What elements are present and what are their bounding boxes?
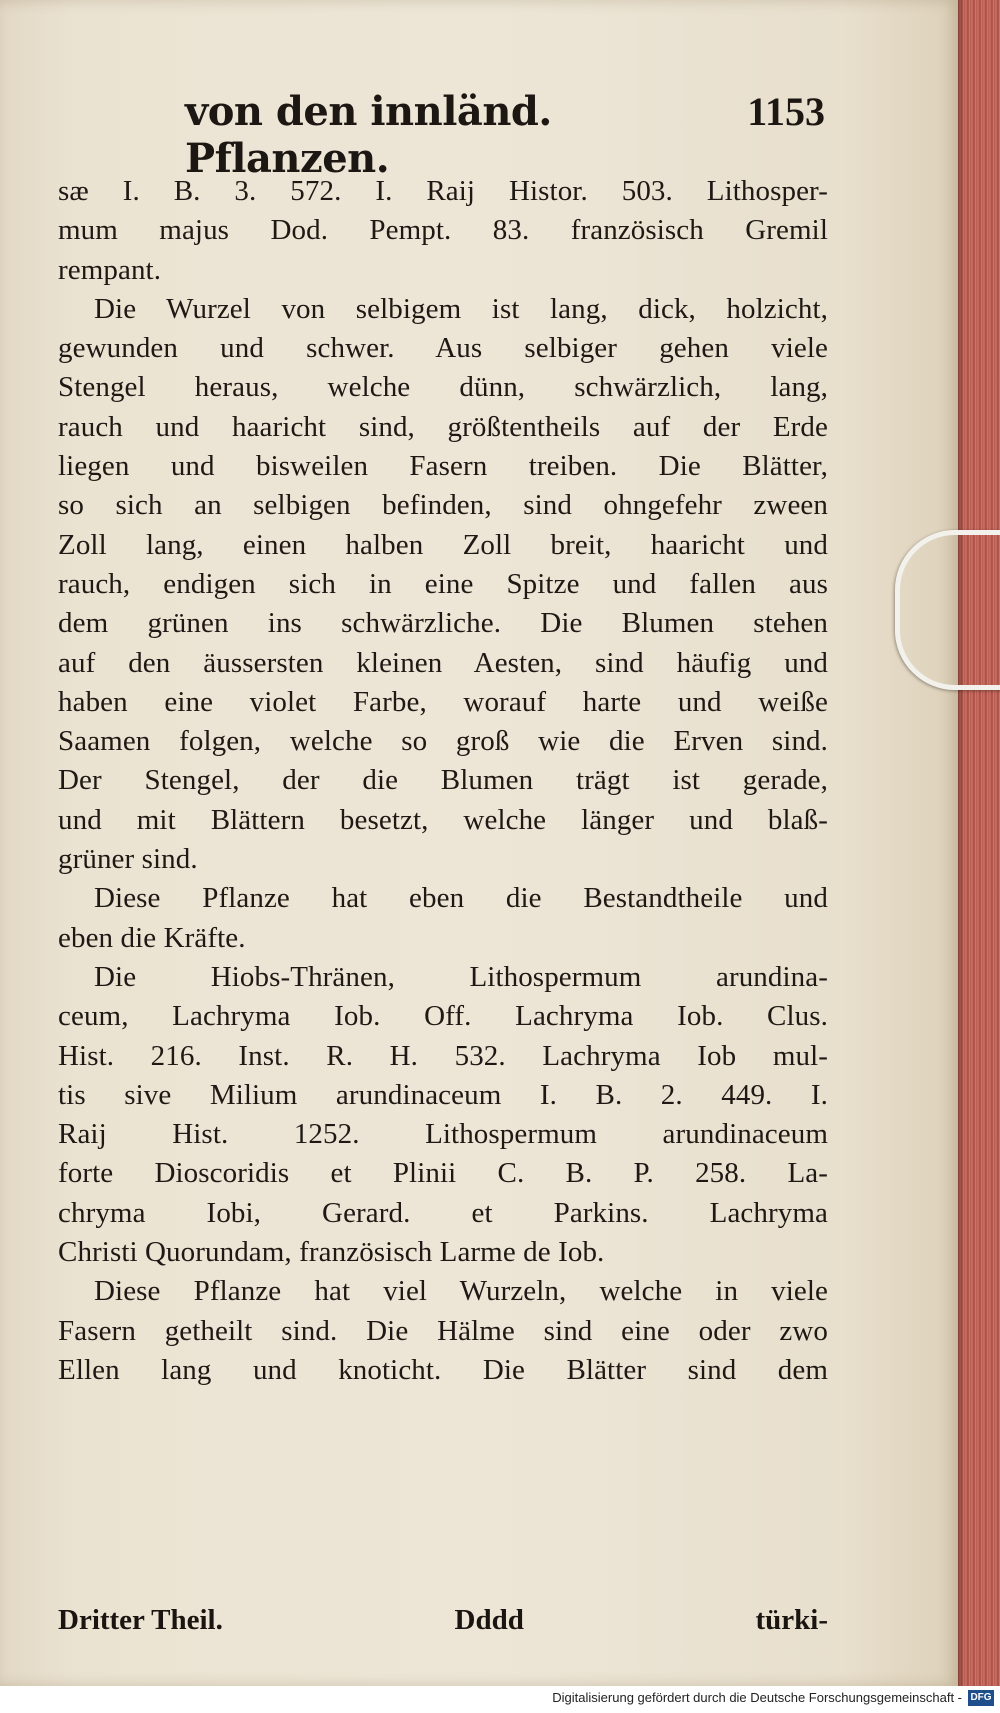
text-line: Zoll lang, einen halben Zoll breit, haaricht und — [58, 528, 828, 561]
signature-mark: Dritter Theil. — [58, 1604, 223, 1636]
gathering-mark: Dddd — [454, 1604, 524, 1636]
catchword: türki- — [755, 1604, 828, 1636]
running-title: von den innländ. Pflanzen. — [185, 88, 552, 182]
text-line: und mit Blättern besetzt, welche länger und blaß- — [58, 803, 828, 836]
text-line: Raij Hist. 1252. Lithospermum arundinaceum — [58, 1118, 828, 1151]
text-line: eben die Kräfte. — [58, 921, 246, 954]
text-line: sæ I. B. 3. 572. I. Raij Histor. 503. Lithosper- — [58, 175, 828, 207]
text-line: rempant. — [58, 253, 162, 286]
text-line: Die Wurzel von selbigem ist lang, dick, holzicht, — [94, 292, 828, 325]
text-line: haben eine violet Farbe, worauf harte und weiße — [58, 685, 828, 718]
text-line: chryma Iobi, Gerard. et Parkins. Lachryma — [58, 1196, 828, 1229]
text-line: so sich an selbigen befinden, sind ohngefehr zween — [58, 489, 828, 522]
credit-bar — [0, 1686, 1000, 1713]
body-text — [58, 172, 828, 1390]
page-footer — [58, 1604, 828, 1644]
text-line: Saamen folgen, welche so groß wie die Erven sind. — [58, 725, 828, 758]
page-header — [185, 88, 825, 182]
text-line: Christi Quorundam, französisch Larme de Iob. — [58, 1236, 605, 1269]
text-line: dem grünen ins schwärzliche. Die Blumen stehen — [58, 607, 828, 640]
text-line: ceum, Lachryma Iob. Off. Lachryma Iob. Clus. — [58, 1000, 828, 1033]
text-line: forte Dioscoridis et Plinii C. B. P. 258. La- — [58, 1157, 828, 1190]
text-line: Der Stengel, der die Blumen trägt ist gerade, — [58, 764, 828, 797]
page-edge — [958, 0, 1000, 1686]
page-clip — [895, 530, 1000, 690]
text-line: auf den äussersten kleinen Aesten, sind häufig und — [58, 646, 828, 679]
text-line: Diese Pflanze hat eben die Bestandtheile und — [94, 882, 828, 915]
text-line: Diese Pflanze hat viel Wurzeln, welche in viele — [94, 1275, 828, 1308]
text-line: Stengel heraus, welche dünn, schwärzlich, lang, — [58, 371, 828, 404]
text-line: Ellen lang und knoticht. Die Blätter sind dem — [58, 1353, 828, 1386]
text-line: Hist. 216. Inst. R. H. 532. Lachryma Iob mul- — [58, 1039, 828, 1072]
text-line: gewunden und schwer. Aus selbiger gehen viele — [58, 332, 828, 365]
text-line: rauch und haaricht sind, größtentheils auf der Erde — [58, 410, 828, 443]
text-line: grüner sind. — [58, 843, 198, 876]
text-line: liegen und bisweilen Fasern treiben. Die Blätter, — [58, 450, 828, 483]
page-number: 1153 — [747, 89, 825, 134]
text-line: rauch, endigen sich in eine Spitze und fallen aus — [58, 567, 828, 600]
dfg-logo: DFG — [968, 1690, 994, 1706]
text-line: Die Hiobs-Thränen, Lithospermum arundina- — [94, 960, 828, 993]
credit-text: Digitalisierung gefördert durch die Deutsche Forschungsgemeinschaft - — [552, 1690, 962, 1705]
text-line: tis sive Milium arundinaceum I. B. 2. 449. I. — [58, 1078, 828, 1111]
text-line: mum majus Dod. Pempt. 83. französisch Gremil — [58, 214, 828, 247]
text-line: Fasern getheilt sind. Die Hälme sind eine oder zwo — [58, 1314, 828, 1347]
